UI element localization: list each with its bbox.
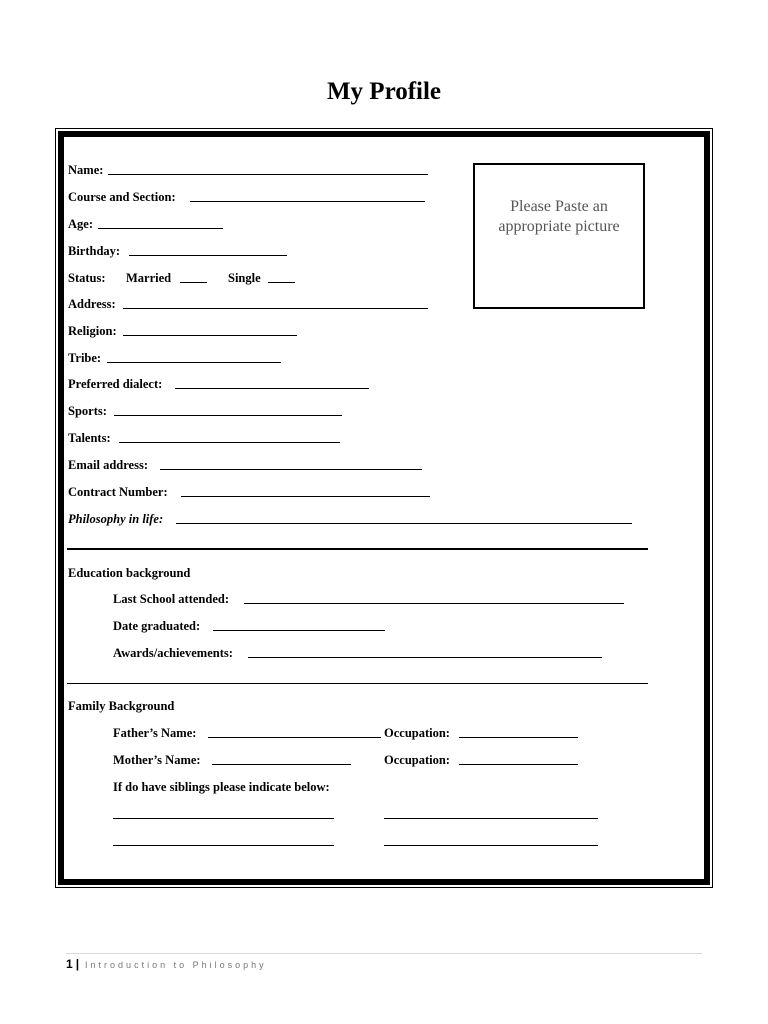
last-school-blank[interactable]	[244, 603, 624, 604]
footer-rule	[66, 953, 702, 954]
sports-label: Sports:	[68, 404, 107, 418]
age-label: Age:	[68, 217, 93, 231]
address-blank[interactable]	[123, 308, 428, 309]
philosophy-blank[interactable]	[176, 523, 632, 524]
sports-blank[interactable]	[114, 415, 342, 416]
contract-label: Contract Number:	[68, 485, 168, 499]
mother-occupation-label: Occupation:	[384, 753, 450, 767]
talents-blank[interactable]	[119, 442, 340, 443]
dialect-blank[interactable]	[175, 388, 369, 389]
siblings-label: If do have siblings please indicate below:	[113, 780, 330, 794]
footer-text: Introduction to Philosophy	[85, 960, 267, 970]
sibling-blank-2[interactable]	[384, 818, 598, 819]
course-label: Course and Section:	[68, 190, 176, 204]
father-name-blank[interactable]	[208, 737, 381, 738]
course-blank[interactable]	[190, 201, 425, 202]
education-heading: Education background	[68, 566, 191, 580]
religion-label: Religion:	[68, 324, 117, 338]
contract-blank[interactable]	[181, 496, 430, 497]
single-label: Single	[228, 271, 261, 285]
age-blank[interactable]	[98, 228, 223, 229]
single-blank[interactable]	[268, 282, 295, 283]
mother-occupation-blank[interactable]	[459, 764, 578, 765]
family-heading: Family Background	[68, 699, 175, 713]
sibling-blank-1[interactable]	[113, 818, 334, 819]
tribe-blank[interactable]	[107, 362, 281, 363]
father-occupation-label: Occupation:	[384, 726, 450, 740]
status-label: Status:	[68, 271, 106, 285]
last-school-label: Last School attended:	[113, 592, 229, 606]
page-number: 1	[66, 957, 73, 971]
dialect-label: Preferred dialect:	[68, 377, 163, 391]
sibling-blank-3[interactable]	[113, 845, 334, 846]
awards-blank[interactable]	[248, 657, 602, 658]
page-footer	[66, 957, 267, 971]
name-blank[interactable]	[108, 174, 428, 175]
section-divider	[67, 683, 648, 684]
philosophy-label: Philosophy in life:	[68, 512, 164, 526]
address-label: Address:	[68, 297, 116, 311]
married-blank[interactable]	[180, 282, 207, 283]
email-blank[interactable]	[160, 469, 422, 470]
talents-label: Talents:	[68, 431, 111, 445]
tribe-label: Tribe:	[68, 351, 102, 365]
sibling-blank-4[interactable]	[384, 845, 598, 846]
father-name-label: Father’s Name:	[113, 726, 197, 740]
philosophy-continuation-line[interactable]	[67, 548, 648, 550]
mother-name-label: Mother’s Name:	[113, 753, 201, 767]
email-label: Email address:	[68, 458, 148, 472]
date-graduated-blank[interactable]	[213, 630, 385, 631]
married-label: Married	[126, 271, 172, 285]
religion-blank[interactable]	[123, 335, 297, 336]
page-title: My Profile	[326, 78, 442, 105]
date-graduated-label: Date graduated:	[113, 619, 201, 633]
birthday-blank[interactable]	[129, 255, 287, 256]
photo-placeholder-text: Please Paste an appropriate picture	[498, 198, 620, 235]
awards-label: Awards/achievements:	[113, 646, 233, 660]
mother-name-blank[interactable]	[212, 764, 351, 765]
photo-placeholder-box	[473, 163, 645, 309]
name-label: Name:	[68, 163, 104, 177]
father-occupation-blank[interactable]	[459, 737, 578, 738]
birthday-label: Birthday:	[68, 244, 121, 258]
footer-separator: |	[75, 957, 80, 971]
